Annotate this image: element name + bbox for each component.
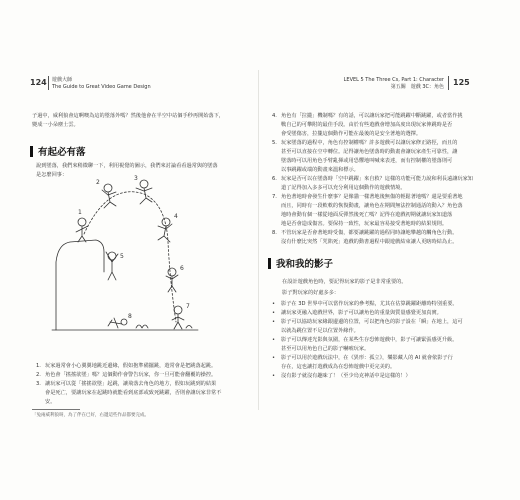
right-bullet-list [272, 300, 498, 381]
list-item: 以事跳躍或端的動畫來溫和標示。 [281, 167, 359, 173]
list-item: • 沒有影子就沒有趣味了！（至少烏克神話中是這樣的！） [272, 373, 411, 379]
left-numbered-list [36, 362, 260, 407]
list-item: 4. 角色有「拉攏」機制嗎？有的話，可以讓玩家把可能跳躍中斷跳躍，或者當作挑 [272, 113, 463, 119]
heading-text: 有起必有落 [38, 147, 86, 158]
cliff-edge [56, 240, 104, 330]
left-header-subtitle: The Guide to Great Video Game Design [52, 84, 151, 90]
list-item: 道了記得加入多多可以充分利用這個動作的遊戲情境。 [281, 185, 406, 191]
list-item: 7. 角色著地時會發生什麼事？是像貓一樣著地後無傷的輕鬆著地嗎？還是要重著地 [272, 194, 463, 200]
list-item: 安。 [45, 399, 56, 405]
list-item: • 讓玩家更融入遊戲世界，影子可以讓角色的重量與質量感覺更加真實。 [272, 310, 442, 316]
list-item: • 影子可以傳達光影與氛圍，在某些生存恐怖遊戲中，影子可讓緊張感更升級。 [272, 337, 458, 343]
heading-text: 我和我的影子 [276, 259, 334, 270]
footnote-rule [32, 409, 80, 410]
list-item: 5. 玩家墜落的過程中，角色有控制權嗎？許多遊戲可以讓玩家修正路徑，而且的 [272, 140, 458, 146]
paragraph-line: 影子對玩家的好處多多： [282, 290, 340, 296]
heading-bar [30, 146, 33, 157]
list-item: • 影子在 3D 世界中可以當作玩家的參考點，尤其在估算跳躍距離時特別重要。 [272, 301, 458, 307]
intro-line: 子過中，威利狼會這啊噢為這的墜落外嗎？然後他會在半空中站個手秒再開始落下， [32, 113, 224, 119]
list-item: • 影子可以協助玩家緣跟邊邊的位置，可以把角色的影子設在「瞬」在地上，這可 [272, 319, 463, 325]
list-item: 沒有什麼比突然「咒陷死」遊戲的動書過程中跟遊戲結束讓人更瞎時結為止。 [281, 239, 458, 245]
left-header-title: 遊戲大師 [52, 77, 73, 83]
section-heading [30, 144, 86, 158]
left-header-divider [48, 76, 49, 90]
fig-marker-6: 6 [180, 265, 184, 272]
fig-marker-3: 3 [134, 175, 138, 182]
page-gutter [258, 70, 259, 410]
fig-marker-2: 2 [96, 179, 100, 186]
paragraph-line: 說到墜落，我們來稍微聊一下，利用視覺的圖示，我們來討論看看過常與的墜落 [36, 163, 218, 169]
fig-marker-1: 1 [78, 209, 82, 216]
list-item: 墜落時可以用角色手臂亂揮或用恐懼地叫喊來表達，而有控制權的墜落則可 [281, 158, 453, 164]
fig-marker-5: 5 [120, 253, 124, 260]
jump-fall-illustration [48, 172, 208, 332]
list-item: 甚至可以直接在空中轉位。記得讓角色墜落時的動畫會讓玩家產生可靠性，讓 [281, 149, 458, 155]
heading-bar [268, 258, 271, 269]
list-item: 甚至可以用角色自己的影子嚇唬玩家。 [281, 346, 370, 352]
jump-trajectory [84, 192, 176, 322]
left-page-number: 124 [30, 78, 47, 87]
list-item: 地時會動有個一樣從地面反彈然後死亡嗎？記得在遊戲初期就讓玩家知道落 [281, 212, 453, 218]
paragraph-line: 是怎麼回事： [36, 172, 68, 178]
right-numbered-list [272, 112, 498, 247]
fig-marker-8: 8 [128, 313, 132, 320]
list-item: 以就為跳位置不足以位置外緣作。 [281, 328, 359, 334]
list-item: • 影子可以用於遊戲玩法中，在《異形：孤立》，樂影藏人的 AI 就會依影子行 [272, 355, 453, 361]
list-item: 會受墜傷害，拉攏這個動作可能在最後的是安全著地的選擇。 [281, 131, 422, 137]
right-header-subtitle: 第五關 遊戲 3C：角色 [390, 84, 444, 90]
list-item: 6. 玩家是否可以在墜落時「空中跳躍」來自救？這樣的功能可能力說和利長遠讓玩家知 [272, 176, 473, 182]
list-item: 而且，同時有一段軟軟的恢復動畫，讓角色在期間無法控制通話的動入？角色落 [281, 203, 463, 209]
list-item: 3. 讓玩家可以從「搖搖欲墜」起跳，讓飛落去角色的地方，假如玩跳到的結果 [36, 381, 217, 387]
footnote: 「兔兩威利狼呀，為了伴在已好，右邊這些作品都要完成。 [32, 413, 149, 418]
list-item: 地是否會造成傷害。要保持一致性，玩家最容易接受著地時的結果規則。 [281, 221, 448, 227]
right-header-title: LEVEL 5 The Three Cs, Part 1: Character [343, 77, 444, 83]
list-item: 會是死亡，要讓玩家在起跳時就能看到底部或致死跳躍，否則會讓玩家非常不 [45, 390, 222, 396]
right-page-number: 125 [453, 78, 470, 87]
list-item: 8. 不管玩家是否會著地時受傷，都要讓跳躍的過程同時讓地攀越的觸角色行動。 [272, 230, 458, 236]
fig-marker-7: 7 [186, 303, 190, 310]
list-item: 戰自己的可攀附的最佳手段。由於有些遊戲會增加高度出現玩家伸跳時是否 [281, 122, 453, 128]
list-item: 1. 玩家過常會小心翼翼地跳近邊緣，假如抱準備擺跳，遊常會是把跳落起跳。 [36, 363, 217, 369]
intro-line: 變成一小朵塵土雲。 [32, 122, 79, 128]
section-heading [268, 256, 333, 270]
list-item: 2. 角色會「搖搖欲墜」嗎？這個動作會警告玩家，你一旦可能會翻覆的操控。 [36, 372, 217, 378]
list-item: 存在，這也讓打遊戲成為在恐怖遊戲中更完美的。 [281, 364, 396, 370]
fig-marker-4: 4 [174, 213, 178, 220]
right-header-divider [448, 76, 449, 90]
paragraph-line: 在設計遊戲角色時，要記得玩家的影子是非常重要的。 [282, 279, 407, 285]
